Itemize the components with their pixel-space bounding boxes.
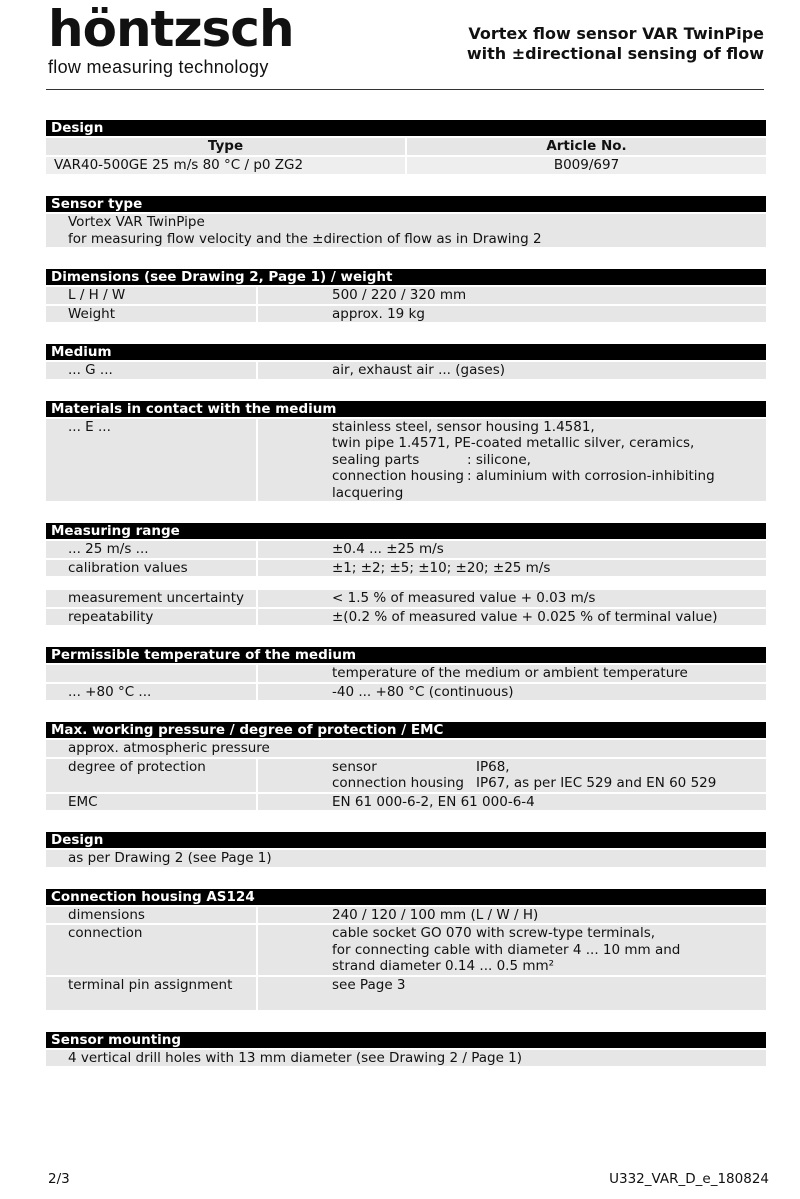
section-header-medium: Medium (46, 344, 766, 360)
temperature-value: -40 ... +80 °C (continuous) (258, 684, 766, 701)
range-label: ... 25 m/s ... (46, 541, 256, 558)
uncertainty-label: measurement uncertainty (46, 590, 256, 607)
calibration-value: ±1; ±2; ±5; ±10; ±20; ±25 m/s (258, 560, 766, 577)
medium-value: air, exhaust air ... (gases) (258, 362, 766, 379)
housing-dimensions-value: 240 / 120 / 100 mm (L / W / H) (258, 907, 766, 924)
repeatability-label: repeatability (46, 609, 256, 626)
section-header-design: Design (46, 120, 766, 136)
pressure-text: approx. atmospheric pressure (46, 740, 766, 757)
protection-value: sensor IP68, connection housing IP67, as per IEC 529 and EN 60 529 (258, 759, 766, 792)
emc-value: EN 61 000-6-2, EN 61 000-6-4 (258, 794, 766, 811)
emc-row (46, 794, 766, 811)
uncertainty-value: < 1.5 % of measured value + 0.03 m/s (258, 590, 766, 607)
repeatability-value: ±(0.2 % of measured value + 0.025 % of terminal value) (258, 609, 766, 626)
pressure-row (46, 740, 766, 757)
document-title (467, 24, 764, 64)
document-code: U332_VAR_D_e_180824 (609, 1171, 769, 1187)
header-divider (46, 89, 764, 90)
sensor-type-line-1: Vortex VAR TwinPipe (68, 214, 205, 230)
logo-wordmark: höntzsch (48, 0, 294, 58)
connection-label: connection (46, 925, 256, 975)
connection-value: cable socket GO 070 with screw-type terminals, for connecting cable with diameter 4 ... 10 mm and strand diameter 0.14 ... 0.5 mm² (258, 925, 766, 975)
section-header-temperature: Permissible temperature of the medium (46, 647, 766, 663)
protection-label: degree of protection (46, 759, 256, 792)
pin-assignment-row (46, 977, 766, 1010)
dimensions-value: 500 / 220 / 320 mm (258, 287, 766, 304)
design-table-header (46, 138, 766, 155)
section-header-pressure: Max. working pressure / degree of protection / EMC (46, 722, 766, 738)
type-value: VAR40-500GE 25 m/s 80 °C / p0 ZG2 (46, 157, 405, 174)
section-header-measuring-range: Measuring range (46, 523, 766, 539)
materials-value: stainless steel, sensor housing 1.4581, twin pipe 1.4571, PE-coated metallic silver, ceramics, sealing parts : silicone, connection housing : aluminium with corrosion-inhibiting lacquering (258, 419, 766, 502)
pin-assignment-value: see Page 3 (258, 977, 766, 1010)
design-2-row (46, 850, 766, 867)
materials-label: ... E ... (46, 419, 256, 502)
connection-row (46, 925, 766, 975)
temperature-note-row (46, 665, 766, 682)
design-table-row (46, 157, 766, 174)
section-header-materials: Materials in contact with the medium (46, 401, 766, 417)
section-header-design-2: Design (46, 832, 766, 848)
protection-row (46, 759, 766, 792)
calibration-label: calibration values (46, 560, 256, 577)
medium-row (46, 362, 766, 379)
logo-tagline: flow measuring technology (48, 57, 269, 77)
weight-value: approx. 19 kg (258, 306, 766, 323)
housing-dimensions-row (46, 907, 766, 924)
medium-label: ... G ... (46, 362, 256, 379)
design-2-text: as per Drawing 2 (see Page 1) (46, 850, 766, 867)
section-header-connection-housing: Connection housing AS124 (46, 889, 766, 905)
temperature-row (46, 684, 766, 701)
article-value: B009/697 (407, 157, 766, 174)
section-header-dimensions: Dimensions (see Drawing 2, Page 1) / weight (46, 269, 766, 285)
dimensions-label: L / H / W (46, 287, 256, 304)
company-logo (48, 2, 294, 77)
title-line-2: with ±directional sensing of flow (466, 44, 764, 63)
housing-dimensions-label: dimensions (46, 907, 256, 924)
mounting-text: 4 vertical drill holes with 13 mm diameter (see Drawing 2 / Page 1) (46, 1050, 766, 1067)
weight-label: Weight (46, 306, 256, 323)
section-header-sensor-mounting: Sensor mounting (46, 1032, 766, 1048)
emc-label: EMC (46, 794, 256, 811)
pin-assignment-label: terminal pin assignment (46, 977, 256, 1010)
uncertainty-row (46, 590, 766, 607)
sensor-type-row (46, 214, 766, 247)
column-type: Type (46, 138, 405, 155)
calibration-row (46, 560, 766, 577)
mounting-row (46, 1050, 766, 1067)
sensor-type-line-2: for measuring flow velocity and the ±direction of flow as in Drawing 2 (68, 230, 542, 247)
page-number: 2/3 (48, 1171, 70, 1187)
range-value: ±0.4 ... ±25 m/s (258, 541, 766, 558)
materials-row (46, 419, 766, 502)
temperature-note: temperature of the medium or ambient temperature (258, 665, 766, 682)
title-line-1: Vortex flow sensor VAR TwinPipe (468, 24, 764, 43)
dimensions-row (46, 287, 766, 304)
datasheet-content (46, 120, 766, 1066)
section-header-sensor-type: Sensor type (46, 196, 766, 212)
range-row (46, 541, 766, 558)
repeatability-row (46, 609, 766, 626)
column-article-no: Article No. (407, 138, 766, 155)
temperature-label: ... +80 °C ... (46, 684, 256, 701)
weight-row (46, 306, 766, 323)
